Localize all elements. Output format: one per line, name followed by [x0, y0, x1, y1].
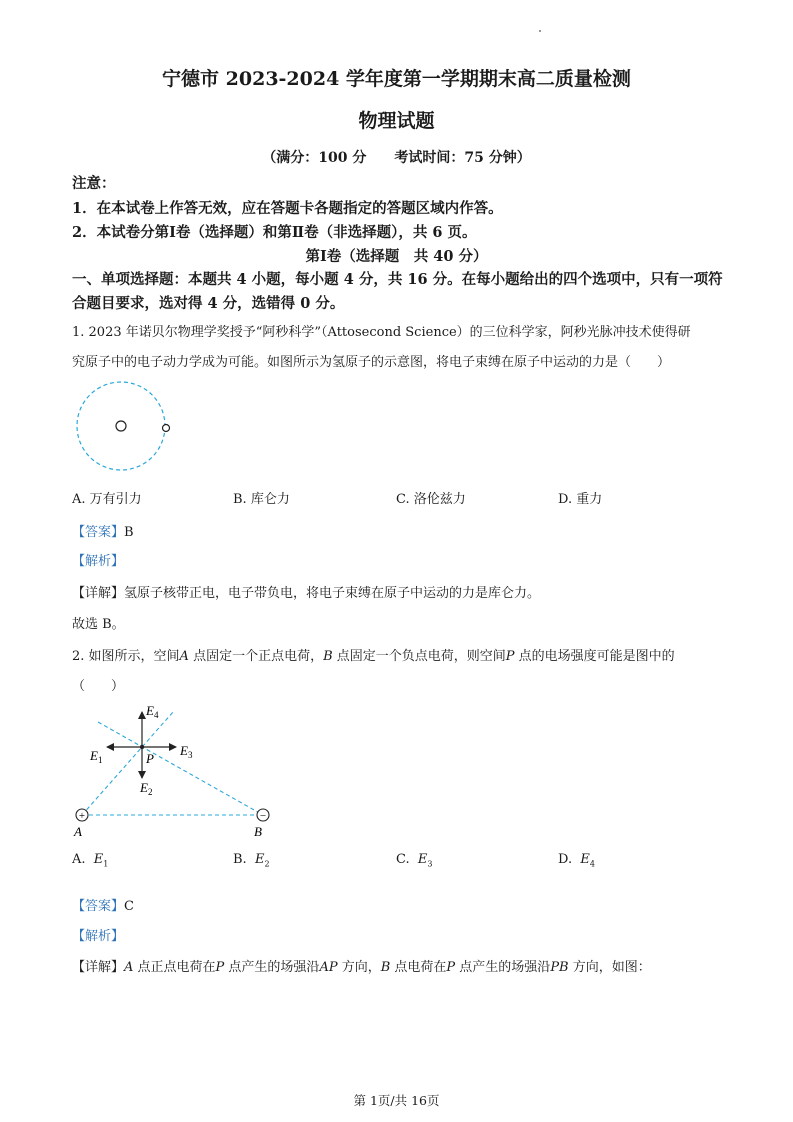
detail-tag: 【详解】 [72, 586, 125, 601]
q2-var-p: P [505, 649, 515, 664]
q1-text-line1: 1. 2023 年诺贝尔物理学奖授予“阿秒科学”（Attosecond Science）的三位科学家，阿秒光脉冲技术使得研 [72, 325, 691, 340]
q2-option-c: C. $E_3$ [396, 852, 433, 869]
q2-option-b: B. $E_2$ [233, 852, 270, 869]
point-p [140, 745, 144, 749]
label-e4: $E_4$ [146, 703, 159, 720]
label-e2: $E_2$ [140, 780, 153, 797]
line-pb-extended [98, 722, 263, 815]
exam-meta: （满分：100 分 考试时间：75 分钟） [262, 150, 531, 166]
electric-field-figure [70, 700, 290, 842]
q2-text-mid2: 点固定一个负点电荷，则空间 [332, 649, 506, 664]
nucleus [116, 421, 126, 431]
q1-answer: B [124, 525, 134, 540]
part1-title: 第Ⅰ卷（选择题 共 40 分） [305, 248, 488, 265]
q2-text-prefix: 2. 如图所示，空间 [72, 649, 180, 664]
q1-option-d: D. 重力 [558, 492, 603, 507]
label-b: B [254, 824, 262, 839]
q1-answer-line [72, 521, 134, 540]
q2-text-end: 点的电场强度可能是图中的 [514, 649, 675, 664]
exam-subject: 物理试题 [358, 110, 435, 132]
q2-answer-line [72, 895, 134, 914]
page-number: 第 1页/共 16页 [353, 1093, 440, 1108]
answer-tag: 【答案】 [72, 525, 125, 540]
notice-item-1: 1．在本试卷上作答无效，应在答题卡各题指定的答题区域内作答。 [72, 200, 503, 217]
q1-conclusion: 故选 B。 [72, 617, 125, 632]
label-e1: $E_1$ [90, 748, 103, 765]
q2-text-mid1: 点固定一个正点电荷， [188, 649, 324, 664]
section-one-heading: 一、单项选择题：本题共 4 小题，每小题 4 分，共 16 分。在每小题给出的四个选项中，只有一项符合题目要求，选对得 4 分，选错得 0 分。 [72, 271, 723, 312]
q2-var-b: B [323, 649, 333, 664]
scan-dot [539, 30, 541, 32]
q2-option-a: A. $E_1$ [72, 852, 109, 869]
q1-text-line2: 究原子中的电子动力学成为可能。如图所示为氢原子的示意图，将电子束缚在原子中运动的力是（ ） [72, 355, 671, 370]
answer-tag: 【答案】 [72, 899, 125, 914]
label-a: A [74, 824, 82, 839]
label-e3: $E_3$ [180, 743, 193, 760]
q2-text-line1 [72, 645, 732, 664]
q2-option-d: D. $E_4$ [558, 852, 595, 869]
q1-detail: 氢原子核带正电，电子带负电，将电子束缚在原子中运动的力是库仑力。 [124, 586, 541, 601]
q2-text-line2: （ ） [72, 679, 125, 694]
exam-title: 宁德市 2023-2024 学年度第一学期期末高二质量检测 [162, 68, 631, 90]
hydrogen-atom-figure [70, 380, 180, 480]
q1-detail-line [72, 582, 540, 601]
notice-item-2: 2．本试卷分第Ⅰ卷（选择题）和第Ⅱ卷（非选择题），共 6 页。 [72, 224, 477, 241]
notice-heading: 注意： [72, 175, 116, 192]
q1-option-b: B. 库仑力 [233, 492, 290, 507]
q1-analysis-tag: 【解析】 [72, 554, 125, 569]
label-p: P [146, 751, 154, 766]
line-ap-extended [82, 712, 173, 815]
q2-var-a: A [179, 649, 189, 664]
electron [163, 425, 170, 432]
minus-sign: − [259, 810, 267, 822]
plus-sign: + [78, 810, 86, 822]
q2-detail-line: 【详解】A 点正点电荷在P 点产生的场强沿AP 方向，B 点电荷在P 点产生的场强沿PB 方向，如图： [72, 960, 651, 975]
q2-answer: C [124, 899, 134, 914]
q1-option-c: C. 洛伦兹力 [396, 492, 466, 507]
q2-analysis-tag: 【解析】 [72, 929, 125, 944]
q1-option-a: A. 万有引力 [72, 492, 142, 507]
